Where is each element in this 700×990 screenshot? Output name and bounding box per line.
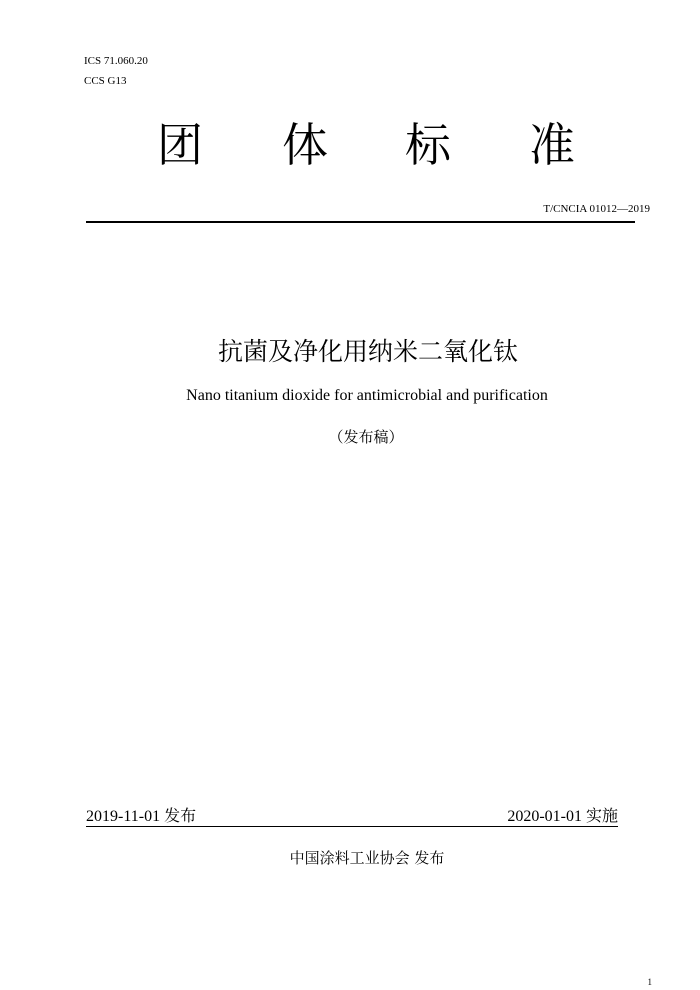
document-title-english: Nano titanium dioxide for antimicrobial and purification [186,387,548,404]
page-number: 1 [647,977,652,987]
document-title-chinese: 抗菌及净化用纳米二氧化钛 [217,337,518,366]
heading-char-1: 团 [157,118,203,172]
heading-char-3: 标 [405,118,451,172]
implementation-date: 2020-01-01 实施 [507,808,618,825]
header-divider [86,221,635,223]
dates-divider [86,826,618,827]
heading-char-2: 体 [282,118,328,172]
ics-code: ICS 71.060.20 [84,55,148,67]
ccs-code: CCS G13 [84,75,127,87]
standard-number: T/CNCIA 01012—2019 [543,203,650,215]
heading-char-4: 准 [529,118,575,172]
issuing-organization: 中国涂料工业协会 发布 [289,849,445,867]
document-stage: （发布稿） [328,428,404,446]
publish-date: 2019-11-01 发布 [86,808,197,825]
